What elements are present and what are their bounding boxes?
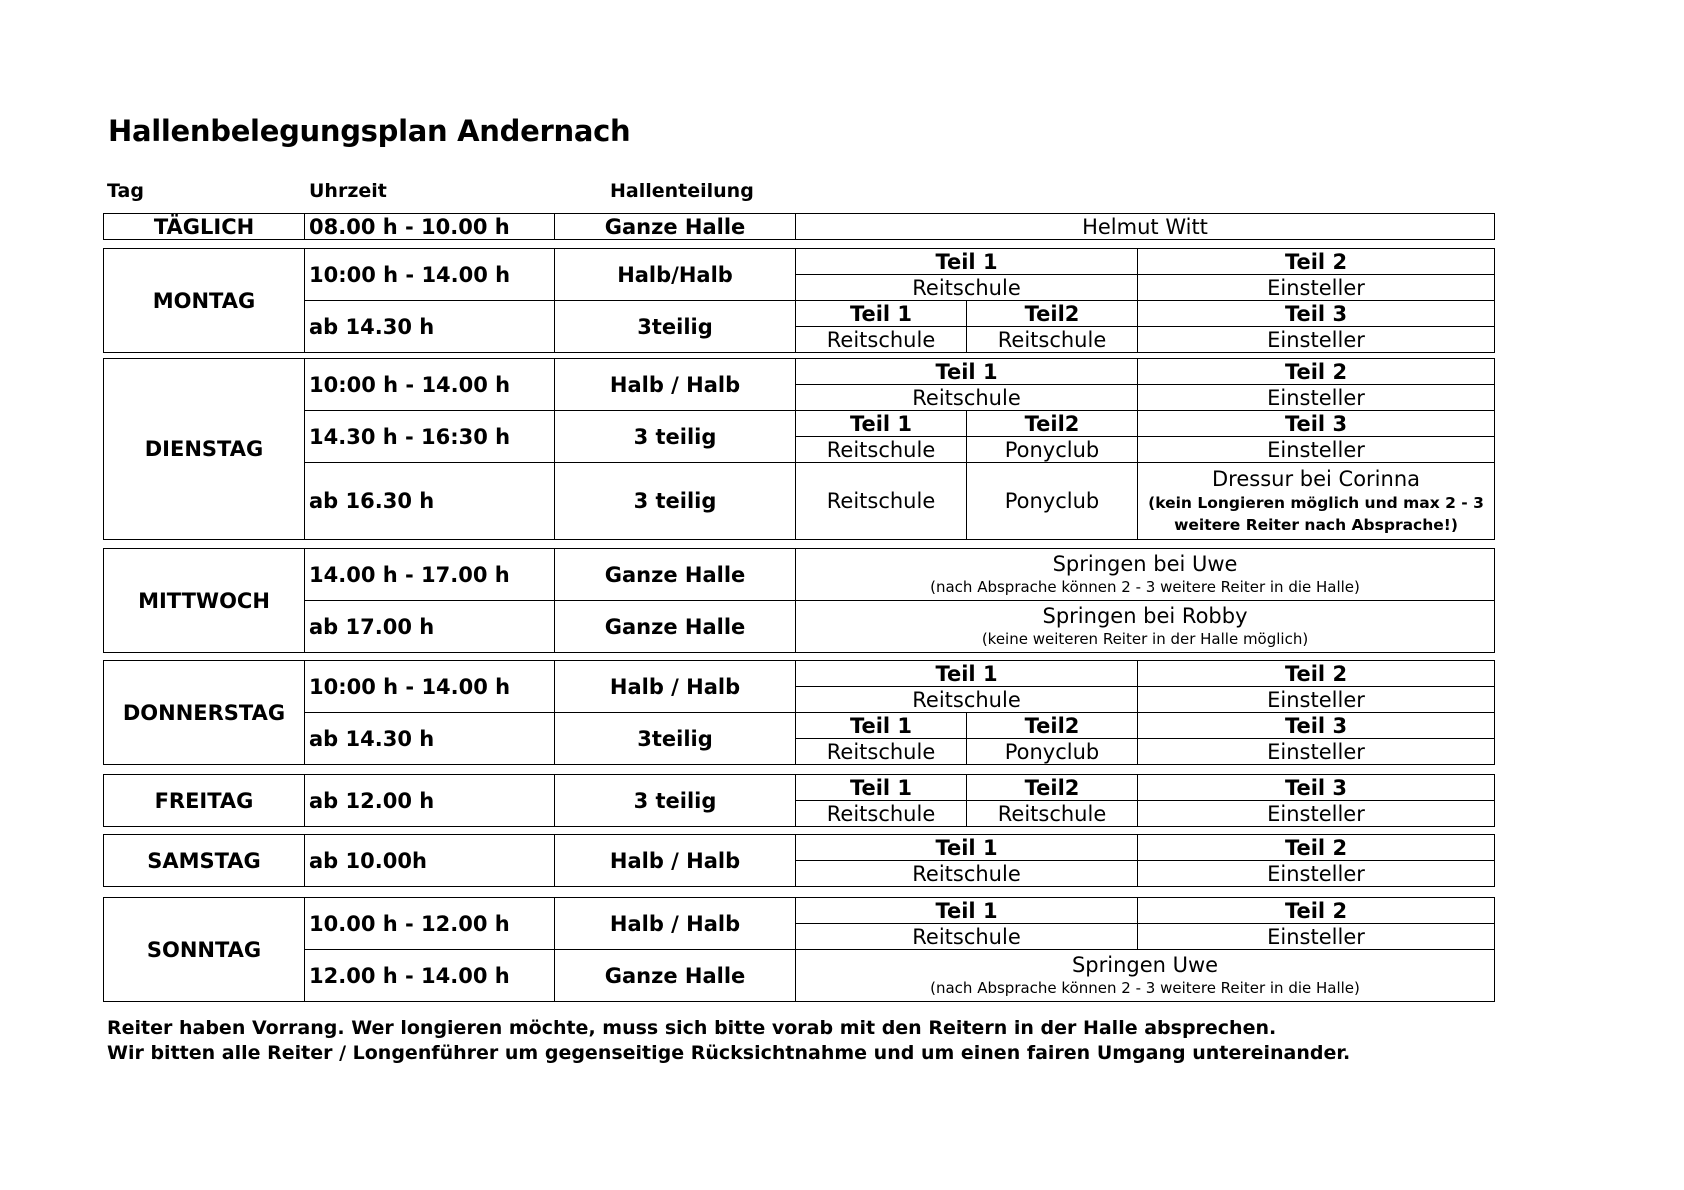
part-value: Einsteller <box>1138 924 1495 950</box>
part-value: Einsteller <box>1138 275 1495 301</box>
part-header: Teil 1 <box>796 359 1138 385</box>
part-header: Teil2 <box>967 411 1138 437</box>
part-header: Teil2 <box>967 713 1138 739</box>
dressage-cell <box>1138 463 1495 540</box>
day-label: TÄGLICH <box>104 214 305 240</box>
footer-line-2: Wir bitten alle Reiter / Longenführer um gegenseitige Rücksichtnahme und um einen fairen Umgang untereinander. <box>107 1042 1351 1064</box>
assignment-label: Springen Uwe <box>1071 952 1219 977</box>
part-value: Reitschule <box>796 437 967 463</box>
part-value: Einsteller <box>1138 739 1495 765</box>
part-value: Reitschule <box>796 801 967 827</box>
assignment-cell <box>796 601 1495 653</box>
time-cell: 10.00 h - 12.00 h <box>305 898 555 950</box>
part-value: Einsteller <box>1138 861 1495 887</box>
time-cell: 10:00 h - 14.00 h <box>305 359 555 411</box>
time-cell: 14.30 h - 16:30 h <box>305 411 555 463</box>
page-title: Hallenbelegungsplan Andernach <box>108 114 631 148</box>
part-value: Reitschule <box>796 275 1138 301</box>
part-header: Teil 2 <box>1138 249 1495 275</box>
time-cell: 08.00 h - 10.00 h <box>305 214 555 240</box>
part-header: Teil 2 <box>1138 661 1495 687</box>
time-cell: 10:00 h - 14.00 h <box>305 661 555 713</box>
assignment-note: (nach Absprache können 2 - 3 weitere Reiter in die Halle) <box>930 978 1360 997</box>
part-header: Teil2 <box>967 775 1138 801</box>
part-header: Teil 3 <box>1138 411 1495 437</box>
column-header-day: Tag <box>107 180 144 202</box>
dressage-note-line-2: weitere Reiter nach Absprache!) <box>1174 515 1458 534</box>
part-header: Teil 1 <box>796 835 1138 861</box>
part-value: Ponyclub <box>967 463 1138 540</box>
assignment-label: Springen bei Robby <box>1042 603 1248 628</box>
assignment-note: (nach Absprache können 2 - 3 weitere Reiter in die Halle) <box>930 577 1360 596</box>
day-label: DIENSTAG <box>104 359 305 540</box>
part-header: Teil 1 <box>796 301 967 327</box>
part-header: Teil 2 <box>1138 835 1495 861</box>
schedule-block-samstag <box>103 834 1495 887</box>
day-label: DONNERSTAG <box>104 661 305 765</box>
dressage-note-line-1: (kein Longieren möglich und max 2 - 3 <box>1148 493 1484 512</box>
part-value: Reitschule <box>796 861 1138 887</box>
division-cell: Halb / Halb <box>555 359 796 411</box>
part-header: Teil 1 <box>796 411 967 437</box>
day-label: FREITAG <box>104 775 305 827</box>
part-header: Teil 1 <box>796 775 967 801</box>
division-cell: Ganze Halle <box>555 549 796 601</box>
time-cell: ab 14.30 h <box>305 301 555 353</box>
part-value: Einsteller <box>1138 385 1495 411</box>
part-header: Teil 1 <box>796 661 1138 687</box>
time-cell: ab 14.30 h <box>305 713 555 765</box>
day-label: SONNTAG <box>104 898 305 1002</box>
division-cell: Ganze Halle <box>555 601 796 653</box>
day-label: MITTWOCH <box>104 549 305 653</box>
time-cell: ab 10.00h <box>305 835 555 887</box>
division-cell: Halb/Halb <box>555 249 796 301</box>
part-header: Teil 3 <box>1138 301 1495 327</box>
footer-note <box>107 1016 1350 1066</box>
assignment-cell <box>796 549 1495 601</box>
time-cell: 14.00 h - 17.00 h <box>305 549 555 601</box>
schedule-block-mittwoch <box>103 548 1495 653</box>
part-value: Einsteller <box>1138 801 1495 827</box>
part-header: Teil 3 <box>1138 775 1495 801</box>
division-cell: Ganze Halle <box>555 950 796 1002</box>
division-cell: 3 teilig <box>555 411 796 463</box>
division-cell: 3 teilig <box>555 775 796 827</box>
part-header: Teil 2 <box>1138 359 1495 385</box>
part-header: Teil 3 <box>1138 713 1495 739</box>
assignment-label: Springen bei Uwe <box>1052 551 1238 576</box>
part-value: Reitschule <box>796 327 967 353</box>
schedule-block-freitag <box>103 774 1495 827</box>
division-cell: Halb / Halb <box>555 661 796 713</box>
part-value: Ponyclub <box>967 739 1138 765</box>
schedule-block-dienstag <box>103 358 1495 540</box>
division-cell: 3 teilig <box>555 463 796 540</box>
part-header: Teil 1 <box>796 249 1138 275</box>
part-header: Teil 1 <box>796 898 1138 924</box>
schedule-block-donnerstag <box>103 660 1495 765</box>
part-value: Reitschule <box>796 739 967 765</box>
footer-line-1: Reiter haben Vorrang. Wer longieren möchte, muss sich bitte vorab mit den Reitern in der Halle absprechen. <box>107 1017 1277 1039</box>
part-value: Reitschule <box>796 687 1138 713</box>
part-value: Reitschule <box>967 801 1138 827</box>
day-label: MONTAG <box>104 249 305 353</box>
schedule-block-montag <box>103 248 1495 353</box>
column-header-time: Uhrzeit <box>309 180 387 202</box>
division-cell: Ganze Halle <box>555 214 796 240</box>
assignment-note: (keine weiteren Reiter in der Halle möglich) <box>981 629 1309 648</box>
part-header: Teil2 <box>967 301 1138 327</box>
part-value: Einsteller <box>1138 437 1495 463</box>
schedule-block-taeglich <box>103 213 1495 240</box>
part-value: Reitschule <box>967 327 1138 353</box>
part-value: Einsteller <box>1138 687 1495 713</box>
division-cell: Halb / Halb <box>555 898 796 950</box>
time-cell: ab 16.30 h <box>305 463 555 540</box>
time-cell: ab 12.00 h <box>305 775 555 827</box>
assignment-cell: Helmut Witt <box>796 214 1495 240</box>
day-label: SAMSTAG <box>104 835 305 887</box>
part-value: Einsteller <box>1138 327 1495 353</box>
division-cell: 3teilig <box>555 713 796 765</box>
part-header: Teil 2 <box>1138 898 1495 924</box>
time-cell: 12.00 h - 14.00 h <box>305 950 555 1002</box>
time-cell: 10:00 h - 14.00 h <box>305 249 555 301</box>
part-value: Reitschule <box>796 385 1138 411</box>
part-value: Ponyclub <box>967 437 1138 463</box>
division-cell: Halb / Halb <box>555 835 796 887</box>
division-cell: 3teilig <box>555 301 796 353</box>
part-value: Reitschule <box>796 924 1138 950</box>
part-header: Teil 1 <box>796 713 967 739</box>
column-header-division: Hallenteilung <box>610 180 754 202</box>
part-value: Reitschule <box>796 463 967 540</box>
schedule-block-sonntag <box>103 897 1495 1002</box>
dressage-label: Dressur bei Corinna <box>1212 466 1421 491</box>
assignment-cell <box>796 950 1495 1002</box>
time-cell: ab 17.00 h <box>305 601 555 653</box>
